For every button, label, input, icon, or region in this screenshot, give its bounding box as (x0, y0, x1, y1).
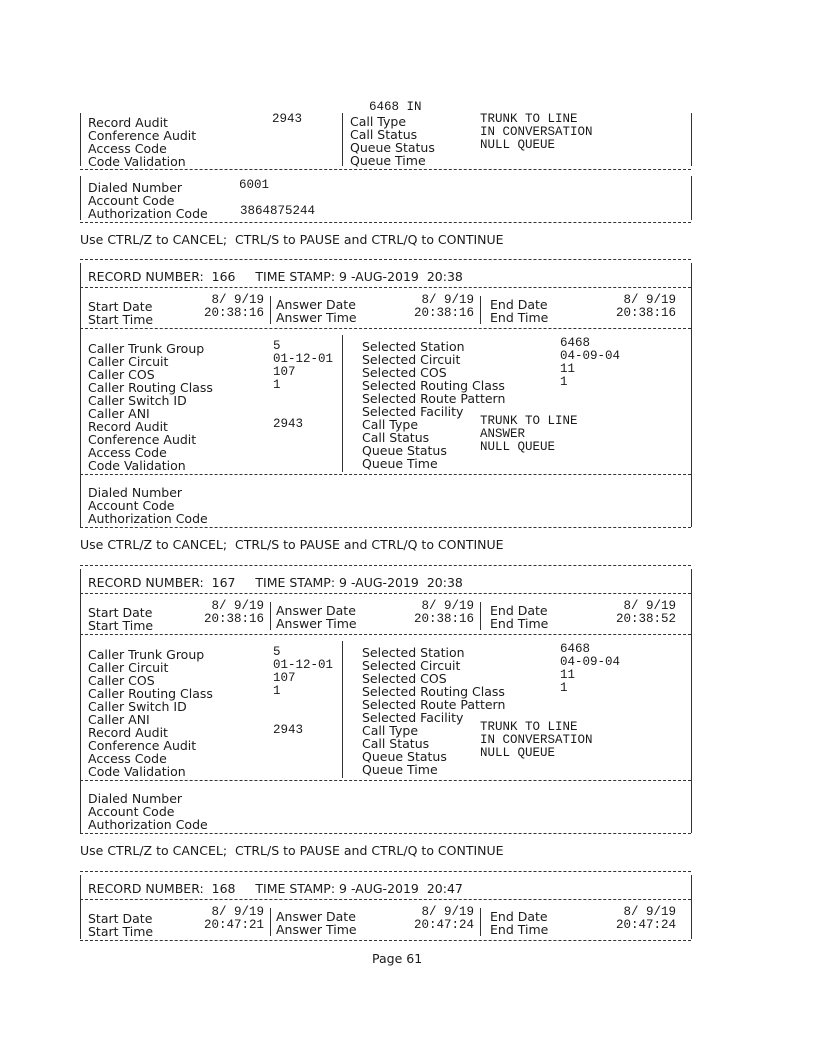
field-label: Caller Switch ID (88, 699, 187, 714)
account-code-label: Account Code (88, 193, 175, 208)
field-value: 1 (273, 378, 281, 392)
start-date-label: Start Date (88, 911, 153, 926)
answer-time-value: 20:47:24 (413, 918, 474, 932)
call-type-label: Call Type (350, 114, 407, 129)
dialed-number-label: Dialed Number (88, 791, 183, 806)
field-value: TRUNK TO LINE (480, 414, 578, 428)
field-label: Caller Circuit (88, 660, 169, 675)
end-date-label: End Date (490, 909, 548, 924)
end-date-label: End Date (490, 603, 548, 618)
account-code-label: Account Code (88, 804, 175, 819)
border-right (691, 263, 692, 527)
field-label: Selected COS (362, 671, 447, 686)
field-label: Selected Route Pattern (362, 391, 506, 406)
answer-date-label: Answer Date (276, 297, 356, 312)
border-right (691, 176, 692, 220)
field-value: ANSWER (480, 427, 526, 441)
field-label: Selected Routing Class (362, 378, 505, 393)
field-value: NULL QUEUE (480, 746, 556, 760)
end-time-value: 20:38:52 (615, 612, 676, 626)
divider (80, 169, 691, 170)
end-time-value: 20:47:24 (615, 918, 676, 932)
field-label: Access Code (88, 445, 167, 460)
end-time-label: End Time (490, 922, 549, 937)
authorization-code-label: Authorization Code (88, 206, 208, 221)
field-label: Selected Facility (362, 710, 464, 725)
field-label: Selected COS (362, 365, 447, 380)
start-time-value: 20:38:16 (203, 612, 264, 626)
end-time-value: 20:38:16 (615, 306, 676, 320)
conference-audit-label: Conference Audit (88, 128, 197, 143)
record-audit-value: 2943 (272, 112, 303, 126)
field-label: Record Audit (88, 725, 168, 740)
control-prompt: Use CTRL/Z to CANCEL; CTRL/S to PAUSE and CTRL/Q to CONTINUE (80, 537, 504, 552)
divider (80, 328, 691, 329)
divider (80, 780, 691, 781)
field-label: Selected Station (362, 339, 465, 354)
start-time-value: 20:38:16 (203, 306, 264, 320)
column-divider (342, 335, 343, 472)
field-label: Selected Circuit (362, 658, 461, 673)
field-label: Caller Trunk Group (88, 647, 205, 662)
authorization-code-value: 3864875244 (240, 204, 316, 218)
field-value: 5 (273, 339, 281, 353)
field-value: 1 (560, 375, 568, 389)
border-right (691, 569, 692, 833)
end-time-label: End Time (490, 310, 549, 325)
column-divider (342, 113, 343, 166)
field-label: Selected Facility (362, 404, 464, 419)
answer-date-label: Answer Date (276, 909, 356, 924)
field-value: 01-12-01 (273, 658, 334, 672)
field-label: Call Status (362, 430, 430, 445)
field-label: Selected Route Pattern (362, 697, 506, 712)
record-header: RECORD NUMBER: 167 TIME STAMP: 9 -AUG-2019 20:38 (88, 575, 463, 590)
authorization-code-label: Authorization Code (88, 511, 208, 526)
divider (80, 634, 691, 635)
answer-date-value: 8/ 9/19 (421, 599, 474, 613)
field-label: Caller Routing Class (88, 686, 213, 701)
column-divider (480, 908, 481, 936)
divider (80, 871, 691, 872)
start-time-label: Start Time (88, 924, 154, 939)
column-divider (342, 641, 343, 778)
field-label: Caller ANI (88, 406, 150, 421)
end-date-value: 8/ 9/19 (623, 905, 676, 919)
answer-time-label: Answer Time (276, 922, 357, 937)
divider (80, 259, 691, 260)
start-date-value: 8/ 9/19 (211, 293, 264, 307)
end-time-label: End Time (490, 616, 549, 631)
start-date-label: Start Date (88, 605, 153, 620)
record-header: RECORD NUMBER: 166 TIME STAMP: 9 -AUG-2019 20:38 (88, 269, 463, 284)
field-label: Queue Status (362, 749, 447, 764)
control-prompt: Use CTRL/Z to CANCEL; CTRL/S to PAUSE and CTRL/Q to CONTINUE (80, 232, 504, 247)
start-time-label: Start Time (88, 618, 154, 633)
start-time-value: 20:47:21 (203, 918, 264, 932)
end-date-value: 8/ 9/19 (623, 599, 676, 613)
answer-time-value: 20:38:16 (413, 306, 474, 320)
border-left (80, 176, 81, 220)
field-label: Caller COS (88, 673, 155, 688)
field-label: Selected Circuit (362, 352, 461, 367)
field-label: Caller Trunk Group (88, 341, 205, 356)
field-label: Caller COS (88, 367, 155, 382)
divider (80, 287, 691, 288)
divider (80, 833, 691, 834)
access-code-label: Access Code (88, 141, 167, 156)
account-code-label: Account Code (88, 498, 175, 513)
field-value: 107 (273, 671, 296, 685)
field-label: Selected Routing Class (362, 684, 505, 699)
border-right (691, 875, 692, 939)
field-value: 1 (560, 681, 568, 695)
queue-time-label: Queue Time (350, 153, 426, 168)
border-left (80, 263, 81, 527)
start-date-value: 8/ 9/19 (211, 905, 264, 919)
page-number: Page 61 (372, 951, 423, 966)
record-audit-label: Record Audit (88, 115, 168, 130)
end-date-value: 8/ 9/19 (623, 293, 676, 307)
field-value: 1 (273, 684, 281, 698)
field-value: TRUNK TO LINE (480, 720, 578, 734)
answer-time-label: Answer Time (276, 310, 357, 325)
queue-status-value: NULL QUEUE (480, 138, 556, 152)
border-left (80, 875, 81, 939)
field-label: Call Status (362, 736, 430, 751)
border-left (80, 113, 81, 166)
start-date-label: Start Date (88, 299, 153, 314)
divider (80, 222, 691, 223)
divider (80, 474, 691, 475)
field-value: NULL QUEUE (480, 440, 556, 454)
answer-date-value: 8/ 9/19 (421, 905, 474, 919)
divider (80, 899, 691, 900)
field-value: 11 (560, 668, 576, 682)
field-value: 01-12-01 (273, 352, 334, 366)
dialed-number-value: 6001 (239, 178, 270, 192)
dialed-number-label: Dialed Number (88, 180, 183, 195)
field-value: 5 (273, 645, 281, 659)
authorization-code-label: Authorization Code (88, 817, 208, 832)
border-left (80, 569, 81, 833)
field-label: Code Validation (88, 764, 186, 779)
call-status-label: Call Status (350, 127, 418, 142)
call-type-value: TRUNK TO LINE (480, 112, 578, 126)
field-label: Access Code (88, 751, 167, 766)
column-divider (270, 296, 271, 324)
field-label: Selected Station (362, 645, 465, 660)
answer-date-label: Answer Date (276, 603, 356, 618)
field-label: Queue Time (362, 762, 438, 777)
field-value: 6468 (560, 642, 591, 656)
end-date-label: End Date (490, 297, 548, 312)
field-label: Record Audit (88, 419, 168, 434)
field-label: Code Validation (88, 458, 186, 473)
answer-time-label: Answer Time (276, 616, 357, 631)
divider (80, 527, 691, 528)
field-value: IN CONVERSATION (480, 733, 593, 747)
column-divider (480, 602, 481, 630)
field-value: 6468 (560, 336, 591, 350)
column-divider (270, 602, 271, 630)
field-value: 04-09-04 (560, 655, 621, 669)
call-status-value: IN CONVERSATION (480, 125, 593, 139)
field-label: Conference Audit (88, 738, 197, 753)
code-validation-label: Code Validation (88, 154, 186, 169)
field-label: Queue Status (362, 443, 447, 458)
start-time-label: Start Time (88, 312, 154, 327)
start-date-value: 8/ 9/19 (211, 599, 264, 613)
field-value: 2943 (273, 417, 304, 431)
answer-time-value: 20:38:16 (413, 612, 474, 626)
answer-date-value: 8/ 9/19 (421, 293, 474, 307)
divider (80, 940, 691, 941)
field-value: 107 (273, 365, 296, 379)
field-value: 04-09-04 (560, 349, 621, 363)
field-value: 2943 (273, 723, 304, 737)
field-label: Caller Switch ID (88, 393, 187, 408)
divider (80, 593, 691, 594)
border-right (691, 113, 692, 166)
divider (80, 565, 691, 566)
field-label: Call Type (362, 723, 419, 738)
field-value: 11 (560, 362, 576, 376)
field-label: Conference Audit (88, 432, 197, 447)
dialed-number-label: Dialed Number (88, 485, 183, 500)
station-in: 6468 IN (369, 100, 422, 114)
queue-status-label: Queue Status (350, 140, 435, 155)
field-label: Caller Routing Class (88, 380, 213, 395)
field-label: Queue Time (362, 456, 438, 471)
column-divider (270, 908, 271, 936)
column-divider (480, 296, 481, 324)
record-header: RECORD NUMBER: 168 TIME STAMP: 9 -AUG-2019 20:47 (88, 881, 463, 896)
field-label: Caller Circuit (88, 354, 169, 369)
control-prompt: Use CTRL/Z to CANCEL; CTRL/S to PAUSE and CTRL/Q to CONTINUE (80, 843, 504, 858)
field-label: Caller ANI (88, 712, 150, 727)
field-label: Call Type (362, 417, 419, 432)
